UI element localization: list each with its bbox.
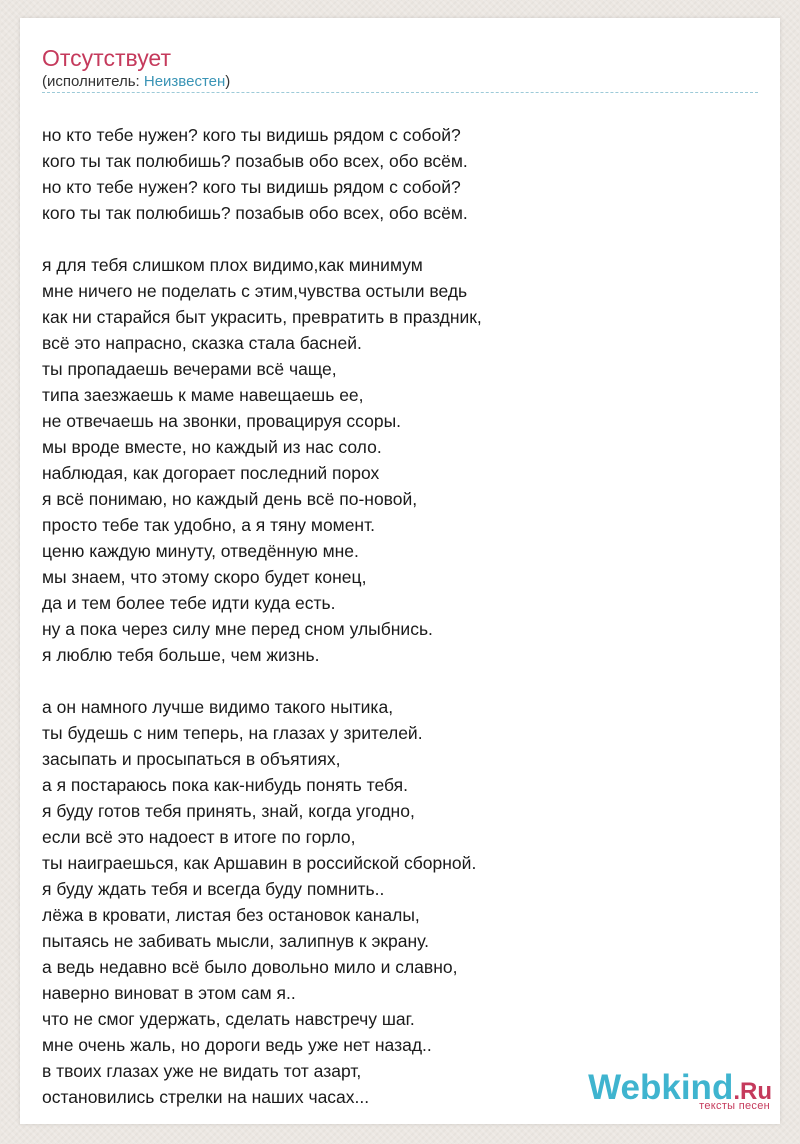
stanza-gap [42,226,482,252]
lyric-line: да и тем более тебе идти куда есть. [42,593,336,613]
artist-link[interactable]: Неизвестен [143,73,226,90]
song-title: Отсутствует [42,45,171,71]
lyric-line: всё это напрасно, сказка стала басней. [42,333,362,353]
lyric-line: ты пропадаешь вечерами всё чаще, [42,359,337,379]
lyric-line: как ни старайся быт украсить, превратить в праздник, [42,307,482,327]
lyric-line: а он намного лучше видимо такого нытика, [42,697,394,717]
lyric-line: а я постараюсь пока как-нибудь понять тебя. [42,775,408,795]
performer-line [42,73,230,91]
lyric-line: я для тебя слишком плох видимо,как минимум [42,255,423,275]
performer-suffix: ) [225,73,231,90]
title-divider [42,92,758,93]
logo-word: Webkind [588,1068,734,1107]
lyric-line: мы знаем, что этому скоро будет конец, [42,567,367,587]
lyric-line: просто тебе так удобно, а я тяну момент. [42,515,376,535]
lyric-line: наверно виноват в этом сам я.. [42,983,296,1003]
webkind-logo[interactable] [588,1068,772,1112]
lyric-line: ценю каждую минуту, отведённую мне. [42,541,359,561]
lyric-line: я люблю тебя больше, чем жизнь. [42,645,320,665]
lyric-line: ты наиграешься, как Аршавин в российской сборной. [42,853,477,873]
lyric-line: наблюдая, как догорает последний порох [42,463,380,483]
lyric-line: засыпать и просыпаться в объятиях, [42,749,341,769]
lyric-line: мне очень жаль, но дороги ведь уже нет назад.. [42,1035,432,1055]
lyric-line: типа заезжаешь к маме навещаешь ее, [42,385,364,405]
lyric-line: ты будешь с ним теперь, на глазах у зрителей. [42,723,423,743]
lyric-line: я буду готов тебя принять, знай, когда угодно, [42,801,415,821]
stanza-gap [42,668,482,694]
lyric-line: а ведь недавно всё было довольно мило и славно, [42,957,458,977]
lyric-line: ну а пока через силу мне перед сном улыбнись. [42,619,433,639]
lyric-line: остановились стрелки на наших часах... [42,1087,370,1107]
lyric-line: кого ты так полюбишь? позабыв обо всех, обо всём. [42,151,468,171]
lyric-line: но кто тебе нужен? кого ты видишь рядом с собой? [42,125,461,145]
lyric-line: мне ничего не поделать с этим,чувства остыли ведь [42,281,468,301]
lyric-line: если всё это надоест в итоге по горло, [42,827,356,847]
lyric-line: лёжа в кровати, листая без остановок каналы, [42,905,420,925]
lyric-line: кого ты так полюбишь? позабыв обо всех, обо всём. [42,203,468,223]
lyric-line: но кто тебе нужен? кого ты видишь рядом с собой? [42,177,461,197]
lyric-line: что не смог удержать, сделать навстречу шаг. [42,1009,415,1029]
lyric-line: я буду ждать тебя и всегда буду помнить.. [42,879,385,899]
performer-prefix: (исполнитель: [42,73,144,90]
lyric-line: не отвечаешь на звонки, провацируя ссоры. [42,411,402,431]
lyrics-text [42,122,482,1110]
logo-tagline: тексты песен [699,1100,770,1112]
lyric-line: пытаясь не забивать мысли, залипнув к экрану. [42,931,430,951]
lyric-line: мы вроде вместе, но каждый из нас соло. [42,437,382,457]
lyric-line: я всё понимаю, но каждый день всё по-новой, [42,489,418,509]
lyrics-card [20,18,780,1124]
lyric-line: в твоих глазах уже не видать тот азарт, [42,1061,362,1081]
logo-domain: .Ru [733,1078,772,1105]
